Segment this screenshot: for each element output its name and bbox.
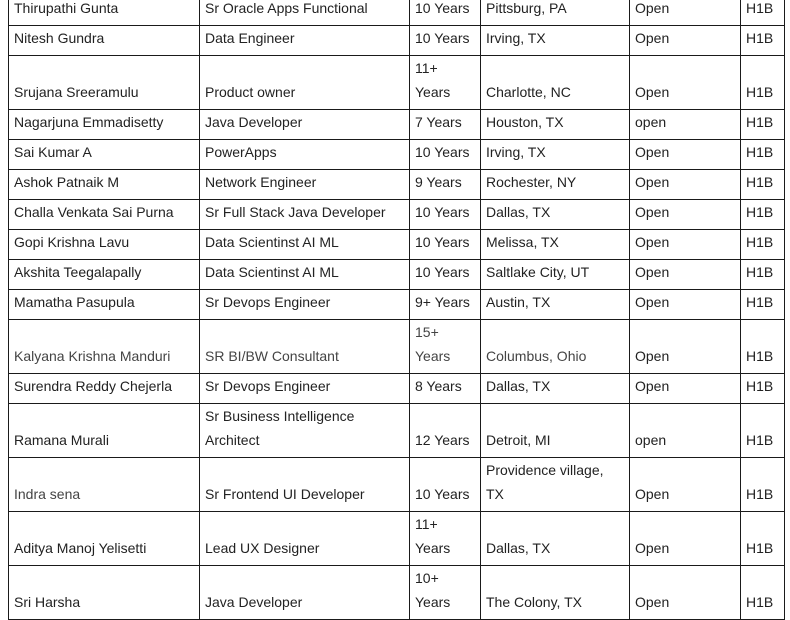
- candidate-experience: 9 Years: [410, 170, 481, 200]
- candidate-name: Ashok Patnaik M: [9, 170, 200, 200]
- candidate-location: Saltlake City, UT: [481, 260, 630, 290]
- candidate-name: Surendra Reddy Chejerla: [9, 374, 200, 404]
- candidate-role: PowerApps: [200, 140, 410, 170]
- candidate-visa: H1B: [741, 140, 785, 170]
- candidate-visa: H1B: [741, 290, 785, 320]
- candidate-experience: 10 Years: [410, 140, 481, 170]
- candidate-status: Open: [630, 290, 741, 320]
- candidate-status: Open: [630, 260, 741, 290]
- candidate-name: Aditya Manoj Yelisetti: [9, 512, 200, 566]
- table-row: [9, 374, 785, 404]
- candidate-experience: 10 Years: [410, 260, 481, 290]
- candidate-visa: H1B: [741, 566, 785, 620]
- candidate-visa: H1B: [741, 320, 785, 374]
- candidate-visa: H1B: [741, 374, 785, 404]
- candidate-visa: H1B: [741, 110, 785, 140]
- candidate-role: Data Scientinst AI ML: [200, 260, 410, 290]
- candidate-location: Providence village, TX: [481, 458, 630, 512]
- candidate-experience: 11+ Years: [410, 512, 481, 566]
- candidate-experience: 9+ Years: [410, 290, 481, 320]
- candidate-visa: H1B: [741, 458, 785, 512]
- candidate-experience: 15+ Years: [410, 320, 481, 374]
- candidate-experience: 10 Years: [410, 230, 481, 260]
- candidate-visa: H1B: [741, 260, 785, 290]
- table-row: [9, 0, 785, 26]
- table-row: [9, 512, 785, 566]
- candidate-location: Rochester, NY: [481, 170, 630, 200]
- candidate-name: Nitesh Gundra: [9, 26, 200, 56]
- candidate-location: Irving, TX: [481, 26, 630, 56]
- candidate-experience: 8 Years: [410, 374, 481, 404]
- table-row: [9, 140, 785, 170]
- candidate-name: Sai Kumar A: [9, 140, 200, 170]
- candidate-role: Sr Frontend UI Developer: [200, 458, 410, 512]
- table-row: [9, 566, 785, 620]
- candidate-status: Open: [630, 566, 741, 620]
- candidate-status: Open: [630, 0, 741, 26]
- candidate-location: Dallas, TX: [481, 512, 630, 566]
- candidate-name: Nagarjuna Emmadisetty: [9, 110, 200, 140]
- candidate-experience: 10 Years: [410, 26, 481, 56]
- candidate-name: Indra sena: [9, 458, 200, 512]
- candidate-role: Lead UX Designer: [200, 512, 410, 566]
- table-row: [9, 458, 785, 512]
- table-row: [9, 404, 785, 458]
- candidate-role: Data Scientinst AI ML: [200, 230, 410, 260]
- candidate-location: Detroit, MI: [481, 404, 630, 458]
- candidate-location: Austin, TX: [481, 290, 630, 320]
- candidate-role: Sr Devops Engineer: [200, 290, 410, 320]
- candidate-location: Charlotte, NC: [481, 56, 630, 110]
- candidate-role: Java Developer: [200, 110, 410, 140]
- candidate-experience: 10+ Years: [410, 566, 481, 620]
- candidate-location: Dallas, TX: [481, 374, 630, 404]
- candidate-status: Open: [630, 170, 741, 200]
- candidate-status: Open: [630, 374, 741, 404]
- candidate-visa: H1B: [741, 0, 785, 26]
- candidate-location: The Colony, TX: [481, 566, 630, 620]
- candidate-experience: 10 Years: [410, 458, 481, 512]
- candidate-name: Thirupathi Gunta: [9, 0, 200, 26]
- candidate-role: SR BI/BW Consultant: [200, 320, 410, 374]
- candidate-location: Irving, TX: [481, 140, 630, 170]
- table-row: [9, 56, 785, 110]
- candidate-name: Mamatha Pasupula: [9, 290, 200, 320]
- candidate-status: Open: [630, 200, 741, 230]
- table-row: [9, 110, 785, 140]
- table-row: [9, 230, 785, 260]
- candidate-visa: H1B: [741, 170, 785, 200]
- candidate-role: Sr Full Stack Java Developer: [200, 200, 410, 230]
- candidate-status: Open: [630, 230, 741, 260]
- candidate-name: Gopi Krishna Lavu: [9, 230, 200, 260]
- candidate-status: Open: [630, 458, 741, 512]
- candidate-visa: H1B: [741, 230, 785, 260]
- candidate-experience: 7 Years: [410, 110, 481, 140]
- table-row: [9, 320, 785, 374]
- candidate-location: Columbus, Ohio: [481, 320, 630, 374]
- candidate-name: Ramana Murali: [9, 404, 200, 458]
- candidate-visa: H1B: [741, 26, 785, 56]
- candidate-status: Open: [630, 26, 741, 56]
- candidate-status: Open: [630, 512, 741, 566]
- candidate-status: Open: [630, 56, 741, 110]
- candidate-role: Data Engineer: [200, 26, 410, 56]
- table-row: [9, 170, 785, 200]
- candidate-experience: 10 Years: [410, 0, 481, 26]
- candidate-role: Java Developer: [200, 566, 410, 620]
- candidate-visa: H1B: [741, 200, 785, 230]
- candidate-experience: 11+ Years: [410, 56, 481, 110]
- candidate-location: Pittsburg, PA: [481, 0, 630, 26]
- candidate-status: Open: [630, 140, 741, 170]
- candidate-role: Sr Devops Engineer: [200, 374, 410, 404]
- table-row: [9, 26, 785, 56]
- table-row: [9, 260, 785, 290]
- candidate-experience: 12 Years: [410, 404, 481, 458]
- candidate-visa: H1B: [741, 56, 785, 110]
- candidate-name: Sri Harsha: [9, 566, 200, 620]
- candidate-location: Melissa, TX: [481, 230, 630, 260]
- candidate-table: [8, 0, 785, 620]
- candidate-name: Challa Venkata Sai Purna: [9, 200, 200, 230]
- candidate-location: Houston, TX: [481, 110, 630, 140]
- candidate-role: Sr Oracle Apps Functional: [200, 0, 410, 26]
- table-row: [9, 290, 785, 320]
- candidate-name: Akshita Teegalapally: [9, 260, 200, 290]
- candidate-status: Open: [630, 320, 741, 374]
- candidate-visa: H1B: [741, 512, 785, 566]
- candidate-name: Kalyana Krishna Manduri: [9, 320, 200, 374]
- candidate-name: Srujana Sreeramulu: [9, 56, 200, 110]
- candidate-status: open: [630, 110, 741, 140]
- candidate-experience: 10 Years: [410, 200, 481, 230]
- candidate-role: Network Engineer: [200, 170, 410, 200]
- candidate-visa: H1B: [741, 404, 785, 458]
- candidate-location: Dallas, TX: [481, 200, 630, 230]
- table-row: [9, 200, 785, 230]
- candidate-role: Product owner: [200, 56, 410, 110]
- candidate-role: Sr Business Intelligence Architect: [200, 404, 410, 458]
- candidate-status: open: [630, 404, 741, 458]
